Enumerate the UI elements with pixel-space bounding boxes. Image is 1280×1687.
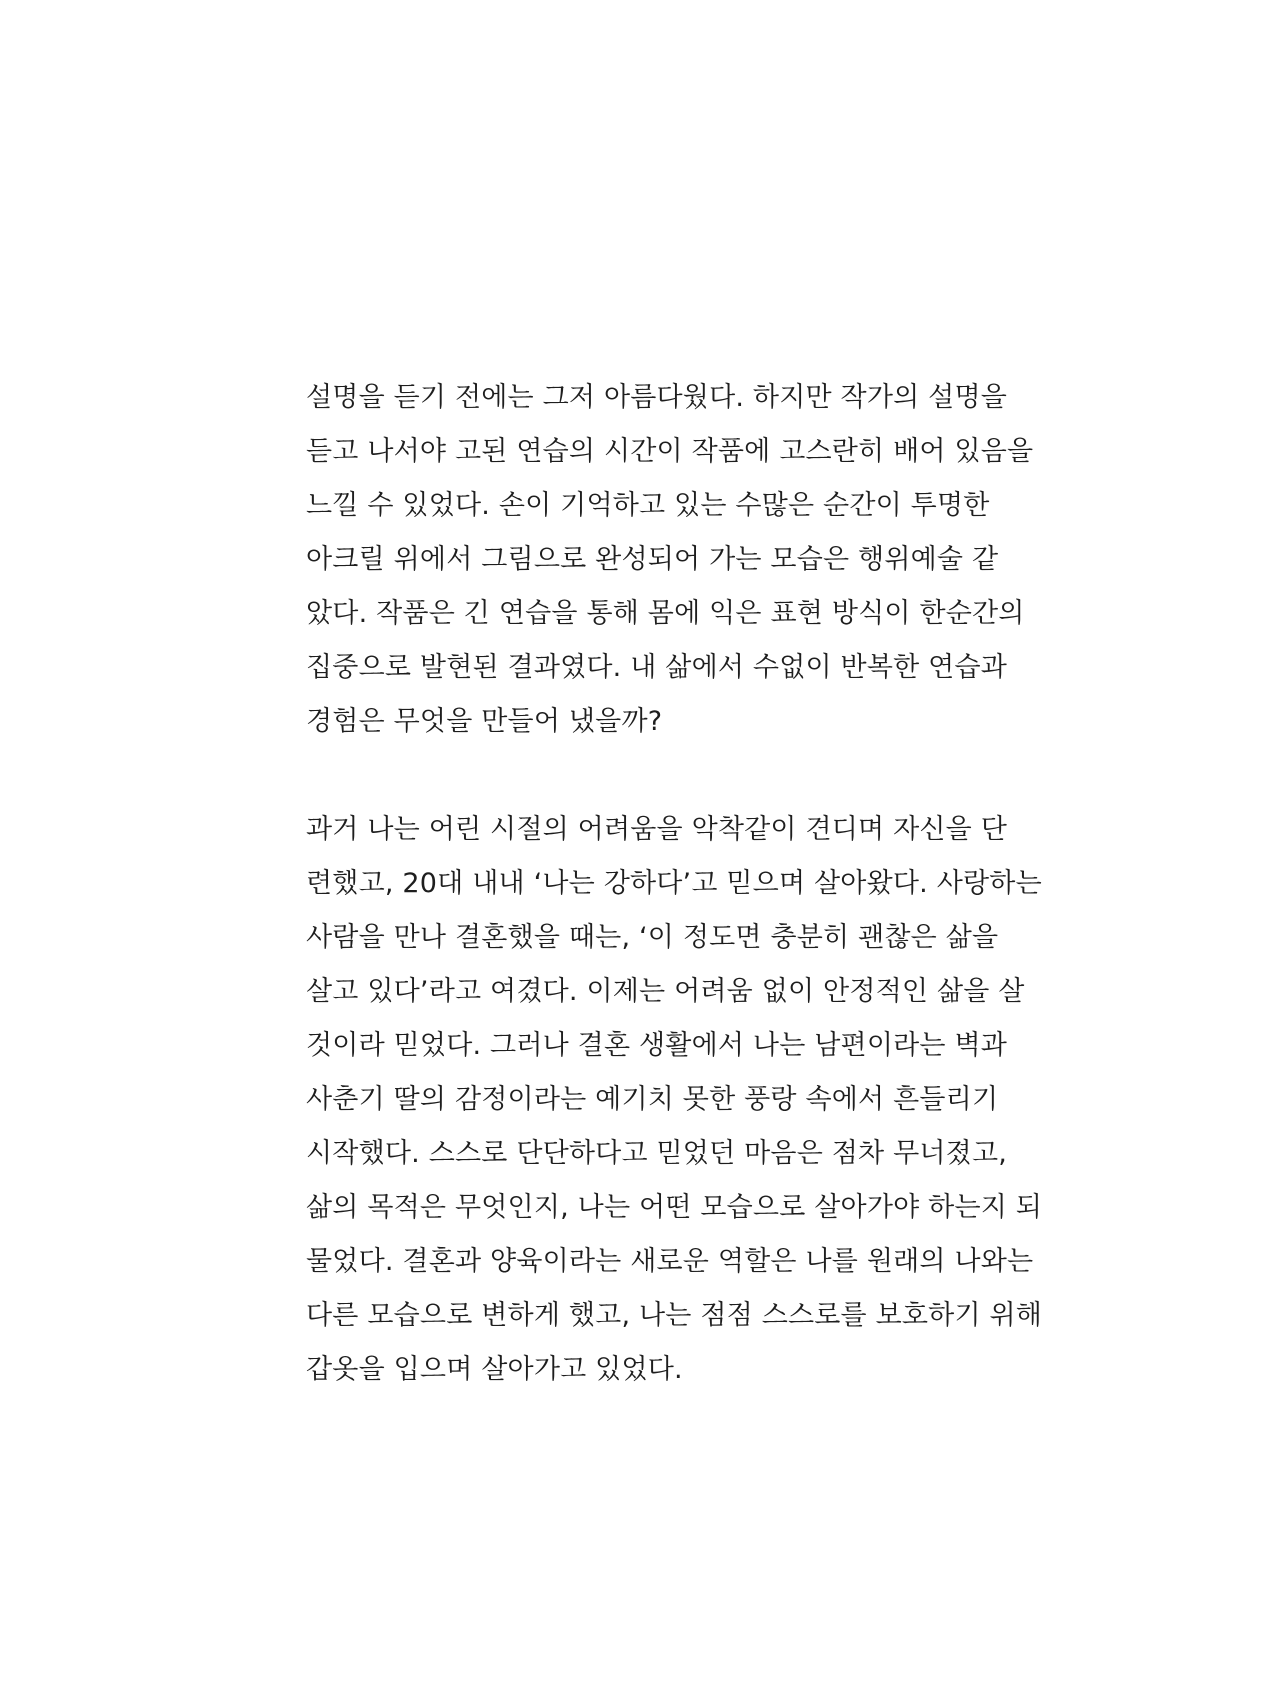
paragraph-line: 사람을 만나 결혼했을 때는, ‘이 정도면 충분히 괜찮은 삶을 [306, 922, 999, 953]
paragraph-line: 물었다. 결혼과 양육이라는 새로운 역할은 나를 원래의 나와는 [306, 1246, 1034, 1277]
paragraph-line: 설명을 듣기 전에는 그저 아름다웠다. 하지만 작가의 설명을 [306, 382, 1008, 413]
paragraph-line: 과거 나는 어린 시절의 어려움을 악착같이 견디며 자신을 단 [306, 814, 1008, 845]
paragraph-1 [306, 371, 1034, 749]
paragraph-line: 아크릴 위에서 그림으로 완성되어 가는 모습은 행위예술 같 [306, 544, 999, 575]
paragraph-line: 았다. 작품은 긴 연습을 통해 몸에 익은 표현 방식이 한순간의 [306, 598, 1025, 629]
paragraph-line: 경험은 무엇을 만들어 냈을까? [306, 706, 663, 737]
paragraph-line: 시작했다. 스스로 단단하다고 믿었던 마음은 점차 무너졌고, [306, 1138, 1008, 1169]
paragraph-line: 듣고 나서야 고된 연습의 시간이 작품에 고스란히 배어 있음을 [306, 436, 1034, 467]
paragraph-line: 느낄 수 있었다. 손이 기억하고 있는 수많은 순간이 투명한 [306, 490, 990, 521]
paragraph-line: 갑옷을 입으며 살아가고 있었다. [306, 1354, 683, 1385]
paragraph-2 [306, 803, 1043, 1397]
paragraph-line: 련했고, 20대 내내 ‘나는 강하다’고 믿으며 살아왔다. 사랑하는 [306, 868, 1042, 899]
paragraph-line: 살고 있다’라고 여겼다. 이제는 어려움 없이 안정적인 삶을 살 [306, 976, 1025, 1007]
paragraph-line: 집중으로 발현된 결과였다. 내 삶에서 수없이 반복한 연습과 [306, 652, 1008, 683]
paragraph-line: 삶의 목적은 무엇인지, 나는 어떤 모습으로 살아가야 하는지 되 [306, 1192, 1043, 1223]
paragraph-line: 것이라 믿었다. 그러나 결혼 생활에서 나는 남편이라는 벽과 [306, 1030, 1008, 1061]
paragraph-line: 다른 모습으로 변하게 했고, 나는 점점 스스로를 보호하기 위해 [306, 1300, 1043, 1331]
paragraph-line: 사춘기 딸의 감정이라는 예기치 못한 풍랑 속에서 흔들리기 [306, 1084, 999, 1115]
